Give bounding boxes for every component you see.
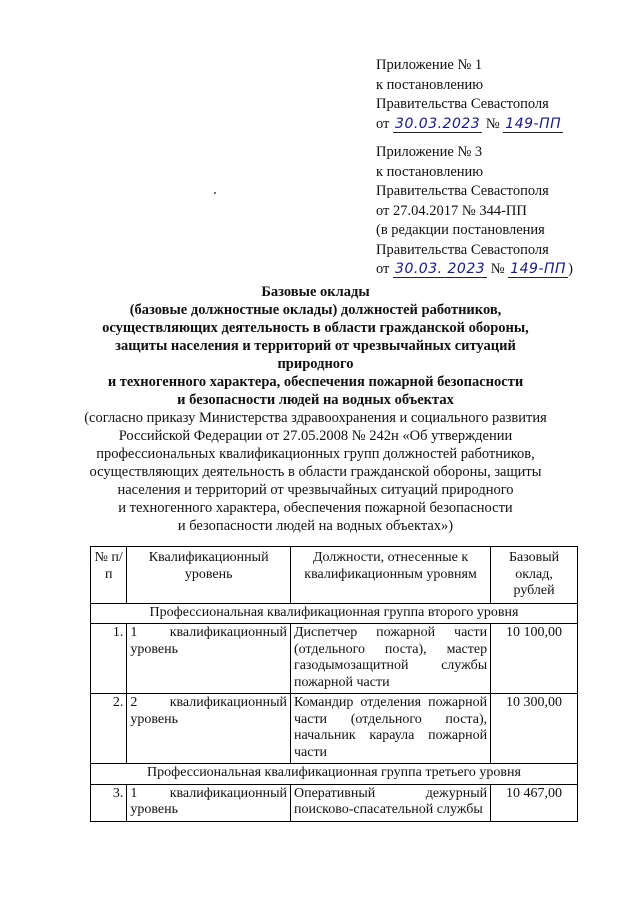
row-salary: 10 100,00 xyxy=(491,624,578,694)
row-num: 2. xyxy=(91,694,127,764)
group-row xyxy=(91,603,578,624)
row-positions: Оперативный дежурный поисково-спасательной службы xyxy=(290,784,490,821)
table-row xyxy=(91,784,578,821)
subtitle-line: населения и территорий от чрезвычайных ситуаций природного xyxy=(117,482,514,498)
group-row xyxy=(91,764,578,785)
annex-3-date-handwritten: 30.03. 2023 xyxy=(395,261,486,277)
row-num: 1. xyxy=(91,624,127,694)
subtitle-line: профессиональных квалификационных групп должностей работников, xyxy=(96,446,535,462)
row-level: 2 квалификационный уровень xyxy=(127,694,291,764)
salary-table xyxy=(90,546,578,822)
annex-3-line6: Правительства Севастополя xyxy=(376,241,549,258)
scan-speck xyxy=(214,192,216,194)
annex-1-date-line xyxy=(376,115,563,135)
annex-1-title: Приложение № 1 xyxy=(376,57,483,73)
row-salary: 10 300,00 xyxy=(491,694,578,764)
subtitle-line: и безопасности людей на водных объектах») xyxy=(177,518,454,534)
annex-1-date-prefix: от xyxy=(376,115,390,132)
annex-3-line2: к постановлению xyxy=(376,163,484,180)
title-line: осуществляющих деятельность в области гражданской обороны, xyxy=(102,320,529,336)
annex-1-num-prefix: № xyxy=(485,115,500,132)
row-positions: Командир отделения пожарной части (отдельного поста), начальник караула пожарной части xyxy=(290,694,490,764)
annex-1-line2: к постановлению xyxy=(376,76,484,93)
header-num: № п/п xyxy=(91,547,127,604)
subtitle-line: и техногенного характера, обеспечения пожарной безопасности xyxy=(118,500,513,516)
table-row xyxy=(91,694,578,764)
annex-3-date-line xyxy=(376,260,573,280)
row-salary: 10 467,00 xyxy=(491,784,578,821)
subtitle-line: Российской Федерации от 27.05.2008 № 242н «Об утверждении xyxy=(118,428,513,444)
row-level: 1 квалификационный уровень xyxy=(127,784,291,821)
document-title xyxy=(40,283,591,535)
annex-1-header xyxy=(376,56,563,134)
annex-1-date-handwritten: 30.03.2023 xyxy=(395,115,481,132)
annex-3-title: Приложение № 3 xyxy=(376,144,483,160)
subtitle-line: (согласно приказу Министерства здравоохранения и социального развития xyxy=(84,410,547,426)
subtitle-line: осуществляющих деятельность в области гражданской обороны, защиты xyxy=(89,464,542,480)
title-line: и безопасности людей на водных объектах xyxy=(177,392,454,408)
annex-3-close-paren: ) xyxy=(568,261,573,277)
annex-3-header xyxy=(376,143,573,280)
row-positions: Диспетчер пожарной части (отдельного поста), мастер газодымозащитной службы пожарной части xyxy=(290,624,490,694)
annex-3-num-handwritten: 149-ПП xyxy=(510,261,567,277)
row-level: 1 квалификационный уровень xyxy=(127,624,291,694)
annex-1-num-handwritten: 149-ПП xyxy=(505,115,562,132)
annex-3-line5: (в редакции постановления xyxy=(376,222,545,238)
title-line: (базовые должностные оклады) должностей работников, xyxy=(129,302,502,318)
table-header-row xyxy=(91,547,578,604)
group-third-level: Профессиональная квалификационная группа третьего уровня xyxy=(91,764,578,785)
annex-3-num-prefix: № xyxy=(490,261,505,277)
annex-3-line4: от 27.04.2017 № 344-ПП xyxy=(376,202,527,219)
title-line: природного xyxy=(277,356,354,372)
annex-1-line3: Правительства Севастополя xyxy=(376,96,549,112)
row-num: 3. xyxy=(91,784,127,821)
title-line: Базовые оклады xyxy=(261,284,370,300)
table-row xyxy=(91,624,578,694)
annex-3-date-prefix: от xyxy=(376,261,390,277)
header-positions: Должности, отнесенные к квалификационным уровням xyxy=(290,547,490,604)
group-second-level: Профессиональная квалификационная группа второго уровня xyxy=(91,603,578,624)
title-line: и техногенного характера, обеспечения пожарной безопасности xyxy=(107,374,524,390)
annex-3-line3: Правительства Севастополя xyxy=(376,183,549,199)
header-salary: Базовый оклад, рублей xyxy=(491,547,578,604)
header-level: Квалификационный уровень xyxy=(127,547,291,604)
title-line: защиты населения и территорий от чрезвычайных ситуаций xyxy=(115,338,516,354)
